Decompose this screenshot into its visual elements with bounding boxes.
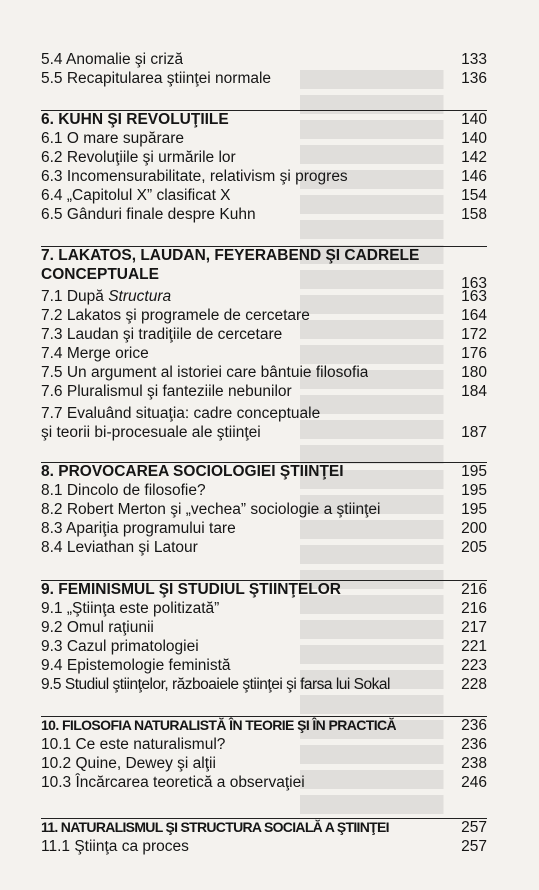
toc-chapter-9 [41,580,487,599]
toc-entry-6-3 [41,167,487,186]
toc-entry-5-4 [41,50,487,69]
toc-entry-5-5 [41,69,487,88]
toc-entry-label: 8.2 Robert Merton şi „vechea” sociologie a ştiinţei [41,501,381,518]
toc-entry-label: 8.1 Dincolo de filosofie? [41,482,206,499]
toc-entry-label: 9.5 Studiul ştiinţelor, războaiele ştiinţei şi farsa lui Sokal [41,676,390,693]
toc-entry-page: 195 [461,482,487,499]
toc-entry-page: 216 [461,600,487,617]
toc-entry-9-5 [41,675,487,694]
toc-entry-page: 223 [461,657,487,674]
toc-entry-9-1 [41,599,487,618]
toc-entry-page: 236 [461,717,487,734]
toc-entry-page: 228 [461,676,487,693]
toc-entry-page: 140 [461,111,487,128]
toc-entry-page: 172 [461,326,487,343]
toc-entry-8-3 [41,519,487,538]
toc-entry-8-4 [41,538,487,557]
toc-entry-label: 7.6 Pluralismul şi fanteziile nebunilor [41,383,292,400]
toc-entry-6-4 [41,186,487,205]
toc-entry-page: 184 [461,383,487,400]
toc-entry-label: 6.1 O mare supărare [41,130,185,147]
toc-entry-page: 257 [461,819,487,836]
toc-chapter-title: 8. PROVOCAREA SOCIOLOGIEI ŞTIINŢEI [41,463,344,480]
toc-entry-page: 154 [461,187,487,204]
toc-entry-page: 176 [461,345,487,362]
toc-chapter-7-line1 [41,246,487,265]
toc-entry-7-1 [41,287,487,306]
toc-entry-page: 217 [461,619,487,636]
toc-entry-page: 246 [461,774,487,791]
toc-entry-10-1 [41,735,487,754]
toc-entry-page: 216 [461,581,487,598]
toc-chapter-6 [41,110,487,129]
toc-entry-page: 163 [461,275,487,292]
toc-entry-page: 236 [461,736,487,753]
toc-entry-9-2 [41,618,487,637]
toc-entry-page: 238 [461,755,487,772]
toc-entry-label: 9.2 Omul raţiunii [41,619,154,636]
toc-entry-page: 221 [461,638,487,655]
toc-entry-page: 133 [461,51,487,68]
toc-entry-label: 5.5 Recapitularea ştiinţei normale [41,70,272,87]
toc-chapter-8 [41,462,487,481]
toc-entry-label: 7.2 Lakatos şi programele de cercetare [41,307,310,324]
toc-entry-page: 195 [461,501,487,518]
toc-chapter-title: 10. FILOSOFIA NATURALISTĂ ÎN TEORIE ŞI ÎN PRACTICĂ [41,717,397,733]
toc-entry-label: 8.4 Leviathan şi Latour [41,539,198,556]
toc-entry-8-1 [41,481,487,500]
toc-entry-6-2 [41,148,487,167]
toc-entry-page: 257 [461,838,487,855]
toc-entry-page: 142 [461,149,487,166]
toc-entry-label: 5.4 Anomalie şi criză [41,51,184,68]
toc-chapter-title: 9. FEMINISMUL ŞI STUDIUL ŞTIINŢELOR [41,581,341,598]
toc-chapter-7-line2 [41,265,487,292]
toc-entry-7-6 [41,382,487,401]
toc-chapter-title: 11. NATURALISMUL ŞI STRUCTURA SOCIALĂ A ŞTIINŢEI [41,819,389,835]
toc-entry-page: 136 [461,70,487,87]
toc-entry-7-4 [41,344,487,363]
toc-entry-page: 164 [461,307,487,324]
toc-entry-label: 7.1 După Structura [41,288,172,305]
toc-entry-page: 200 [461,520,487,537]
toc-entry-label: 7.5 Un argument al istoriei care bântuie filosofia [41,364,369,381]
toc-entry-6-1 [41,129,487,148]
toc-entry-label: 9.3 Cazul primatologiei [41,638,199,655]
toc-entry-label: 6.4 „Capitolul X” clasificat X [41,187,231,204]
toc-entry-label: 10.3 Încărcarea teoretică a observaţiei [41,774,305,791]
toc-entry-10-2 [41,754,487,773]
toc-entry-label: 7.7 Evaluând situaţia: cadre conceptuale [41,405,321,422]
toc-chapter-title: 7. LAKATOS, LAUDAN, FEYERABEND ŞI CADRELE [41,247,420,264]
toc-chapter-title: 6. KUHN ŞI REVOLUŢIILE [41,111,229,128]
toc-entry-page: 140 [461,130,487,147]
toc-entry-label: 6.5 Gânduri finale despre Kuhn [41,206,256,223]
toc-chapter-title: CONCEPTUALE [41,266,159,283]
toc-chapter-10 [41,716,487,735]
toc-entry-page: 195 [461,463,487,480]
toc-entry-label: 11.1 Ştiinţa ca proces [41,838,189,855]
toc-entry-7-2 [41,306,487,325]
toc-entry-label: 10.1 Ce este naturalismul? [41,736,226,753]
toc-entry-label: şi teorii bi-procesuale ale ştiinţei [41,424,261,441]
toc-entry-7-7-line2 [41,423,487,442]
toc-entry-page: 158 [461,206,487,223]
toc-entry-page: 205 [461,539,487,556]
toc-entry-page: 187 [461,424,487,441]
toc-entry-11-1 [41,837,487,856]
toc-entry-page: 146 [461,168,487,185]
toc-entry-label-italic: Structura [108,288,172,305]
toc-entry-page: 180 [461,364,487,381]
toc-entry-label: 10.2 Quine, Dewey şi alţii [41,755,216,772]
toc-entry-label: 6.2 Revoluţiile şi urmările lor [41,149,236,166]
toc-entry-page: 163 [461,288,487,305]
toc-entry-label: 9.4 Epistemologie feministă [41,657,231,674]
toc-entry-label: 9.1 „Ştiinţa este politizată” [41,600,220,617]
toc-entry-8-2 [41,500,487,519]
toc-entry-7-7-line1 [41,404,487,423]
toc-entry-label: 7.4 Merge orice [41,345,149,362]
toc-entry-7-3 [41,325,487,344]
toc-entry-label: 8.3 Apariţia programului tare [41,520,236,537]
toc-chapter-11 [41,818,487,837]
toc-entry-9-3 [41,637,487,656]
toc-entry-6-5 [41,205,487,224]
toc-entry-label: 7.3 Laudan şi tradiţiile de cercetare [41,326,283,343]
toc-entry-label: 6.3 Incomensurabilitate, relativism şi progres [41,168,348,185]
toc-entry-10-3 [41,773,487,792]
toc-entry-9-4 [41,656,487,675]
toc-entry-7-5 [41,363,487,382]
